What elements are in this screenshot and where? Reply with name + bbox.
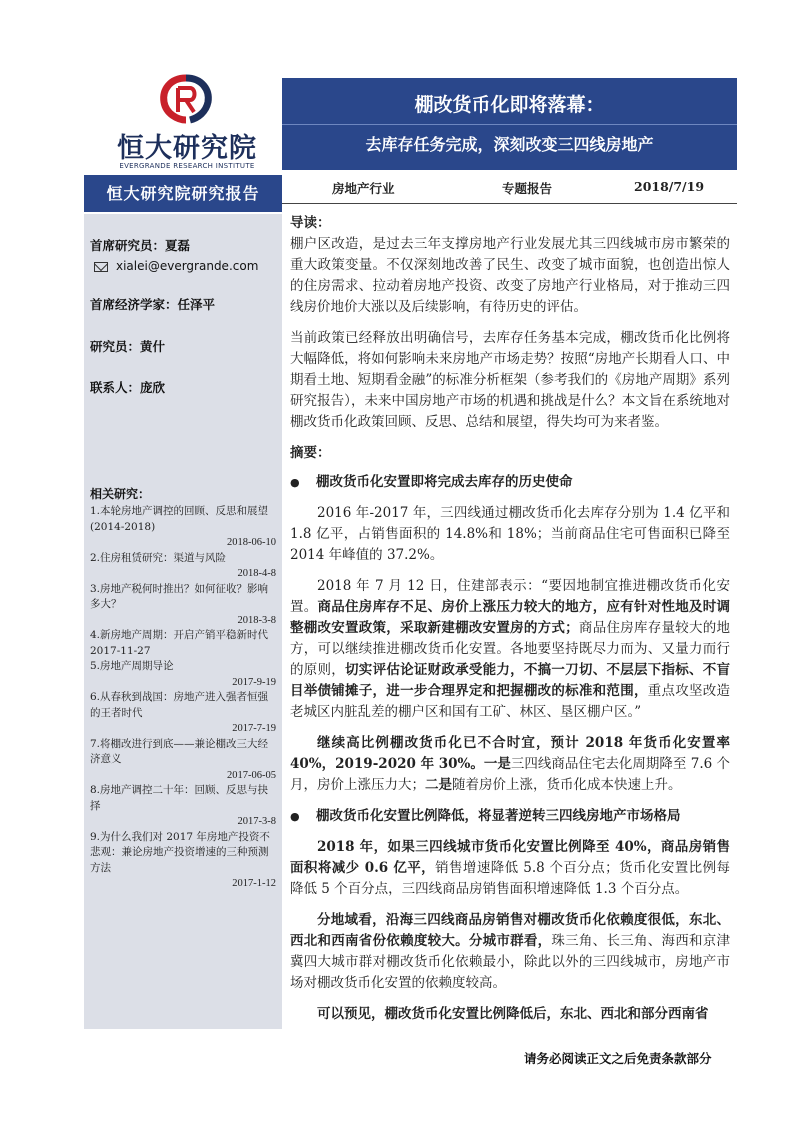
related-date: 2017-06-05 [227,769,276,781]
p4-normal: 销售增速降低 5.8 个百分点；货币化安置比例每降低 5 个百分点，三四线商品房销售面积增速降低 1.3 个百分点。 [290,860,730,897]
body-paragraph-4 [290,837,730,900]
main-content [290,213,730,1025]
email-row [94,259,258,273]
report-type-label: 专题报告 [502,181,553,196]
logo-name-cn: 恒大研究院 [117,133,257,164]
body-paragraph-3 [290,733,730,796]
p2-normal-2: 重点攻坚改造老城区内脏乱差的棚户区和国有工矿、林区、垦区棚户区。” [290,683,731,720]
bullet-heading-1: ● 棚改货币化安置即将完成去库存的历史使命 [290,472,730,493]
p3-bold-1: 继续高比例棚改货币化已不合时宜，预计 2018 年货币化安置率 40%，2019-2020 年 30%。一是 [290,735,730,772]
related-date: 2018-06-10 [227,537,276,548]
body-paragraph-2 [290,576,730,723]
related-date: 2018-4-8 [237,568,276,579]
sidebar [84,214,282,1029]
lead-paragraph-2: 当前政策已经释放出明确信号，去库存任务基本完成，棚改货币化比例将大幅降低，将如何影响未来房地产市场走势？按照“房地产长期看人口、中期看土地、短期看金融”的标准分析框架（参考我们的《房地产周期》系列研究报告），未来中国房地产市场的机遇和挑战是什么？本文旨在系统地对棚改货币化政策回顾、反思、总结和展望，得失均可为来者鉴。 [290,330,730,430]
p3-normal-1: 三四线商品住宅去化周期降至 7.6 个月，房价上涨压力大； [290,756,730,793]
logo-name-en: EVERGRANDE RESEARCH INSTITUTE [119,162,255,170]
related-title: 6.从春秋到战国：房地产进入强者恒强的王者时代 [90,691,269,719]
list-item[interactable] [90,783,276,830]
list-item[interactable] [90,551,276,582]
evergrande-logo [112,74,262,174]
p2-normal-1: 商品住房库存量较大的地方，可以继续推进棚改货币化安置。各地要坚持既尽力而为、又量力而行的原则， [290,620,731,678]
industry-label: 房地产行业 [332,181,395,196]
related-date: 2017-7-19 [232,723,276,734]
p4-bold: 2018 年，如果三四线城市货币化安置比例降至 40%，商品房销售面积将减少 0.6 亿平， [290,839,730,876]
evergrande-logo-mark-icon [156,74,216,130]
chief-researcher: 首席研究员：夏磊 [90,238,191,253]
p5-bold: 分地域看，沿海三四线商品房销售对棚改货币化依赖度很低，东北、西北和西南省份依赖度较大。分城市群看， [290,912,730,949]
p2-bold-2: 切实评估论证财政承受能力，不搞一刀切、不层层下指标、不盲目举债铺摊子，进一步合理界定和把握棚改的标准和范围， [290,662,731,699]
body-paragraph-6: 可以预见，棚改货币化安置比例降低后，东北、西北和部分西南省 [317,1006,709,1022]
report-subtitle: 去库存任务完成，深刻改变三四线房地产 [365,135,654,154]
mail-icon [94,262,108,272]
p2-quote-start: 2018 年 7 月 12 日，住建部表示：“要因地制宜推进棚改货币化安置。 [290,578,730,615]
related-title: 2.住房租赁研究：渠道与风险 [90,551,227,564]
related-date: 2017-1-12 [232,878,276,889]
related-date: 2018-3-8 [237,614,276,626]
related-title: 4.新房地产周期：开启产销平稳新时代 2017-11-27 [90,629,269,657]
related-title: 3.房地产税何时推出？如何征收？影响多大？ [90,582,269,610]
disclaimer-footer: 请务必阅读正文之后免责条款部分 [524,1051,712,1066]
title-divider [282,124,737,125]
related-title: 5.房地产周期导论 [90,660,174,672]
report-date: 2018/7/19 [634,179,705,194]
list-item[interactable] [90,737,276,784]
lead-paragraph-1: 棚户区改造，是过去三年支撑房地产行业发展尤其三四线城市房市繁荣的重大政策变量。不仅深刻地改善了民生、改变了城市面貌，也创造出惊人的住房需求、拉动着房地产投资、改变了房地产行业格局，对于推动三四线房价地价大涨以及后续影响，有待历史的评估。 [290,236,730,315]
related-title: 8.房地产调控二十年：回顾、反思与抉择 [90,784,269,812]
list-item[interactable] [90,582,276,629]
p2-bold-1: 商品住房库存不足、房价上涨压力较大的地方，应有针对性地及时调整棚改安置政策，采取新建棚改安置房的方式； [290,599,731,636]
abstract-heading: 摘要： [290,445,331,461]
p3-bold-2: 二是 [425,777,452,793]
report-title: 棚改货币化即将落幕： [414,94,605,116]
related-title: 7.将棚改进行到底——兼论棚改三大经济意义 [90,737,269,765]
researcher: 研究员：黄什 [90,339,166,354]
list-item[interactable] [90,830,276,892]
title-banner [282,78,737,170]
related-date: 2017-9-19 [232,676,276,688]
meta-divider [282,203,737,204]
contact: 联系人：庞欣 [90,380,166,395]
body-paragraph-1: 2016 年-2017 年，三四线通过棚改货币化去库存分别为 1.4 亿平和 1.8 亿平，占销售面积的 14.8%和 18%；当前商品住宅可售面积已降至 2014 年峰值的 37.2%。 [290,505,730,563]
report-meta [282,175,737,199]
related-title: 9.为什么我们对 2017 年房地产投资不悲观：兼论房地产投资增速的三种预测方法 [90,830,270,874]
report-label: 恒大研究院研究报告 [84,175,282,212]
list-item[interactable] [90,690,276,737]
email-link[interactable]: xialei@evergrande.com [116,259,259,273]
related-title: 1.本轮房地产调控的回顾、反思和展望(2014-2018) [90,505,269,533]
body-paragraph-5 [290,910,730,994]
list-item[interactable] [90,628,276,659]
p3-normal-2: 随着房价上涨，货币化成本快速上升。 [452,777,682,793]
bullet-heading-2: ● 棚改货币化安置比例降低，将显著逆转三四线房地产市场格局 [290,806,730,827]
related-research-title: 相关研究： [90,487,151,501]
p5-normal: 珠三角、长三角、海西和京津冀四大城市群对棚改货币化依赖最小，除此以外的三四线城市，房地产市场对棚改货币化安置的依赖度较高。 [290,933,731,991]
list-item[interactable] [90,659,276,690]
related-date: 2017-3-8 [237,816,276,827]
lead-heading: 导读： [290,215,331,231]
list-item[interactable] [90,504,276,551]
related-research-list [90,504,276,892]
chief-economist: 首席经济学家：任泽平 [90,297,216,312]
